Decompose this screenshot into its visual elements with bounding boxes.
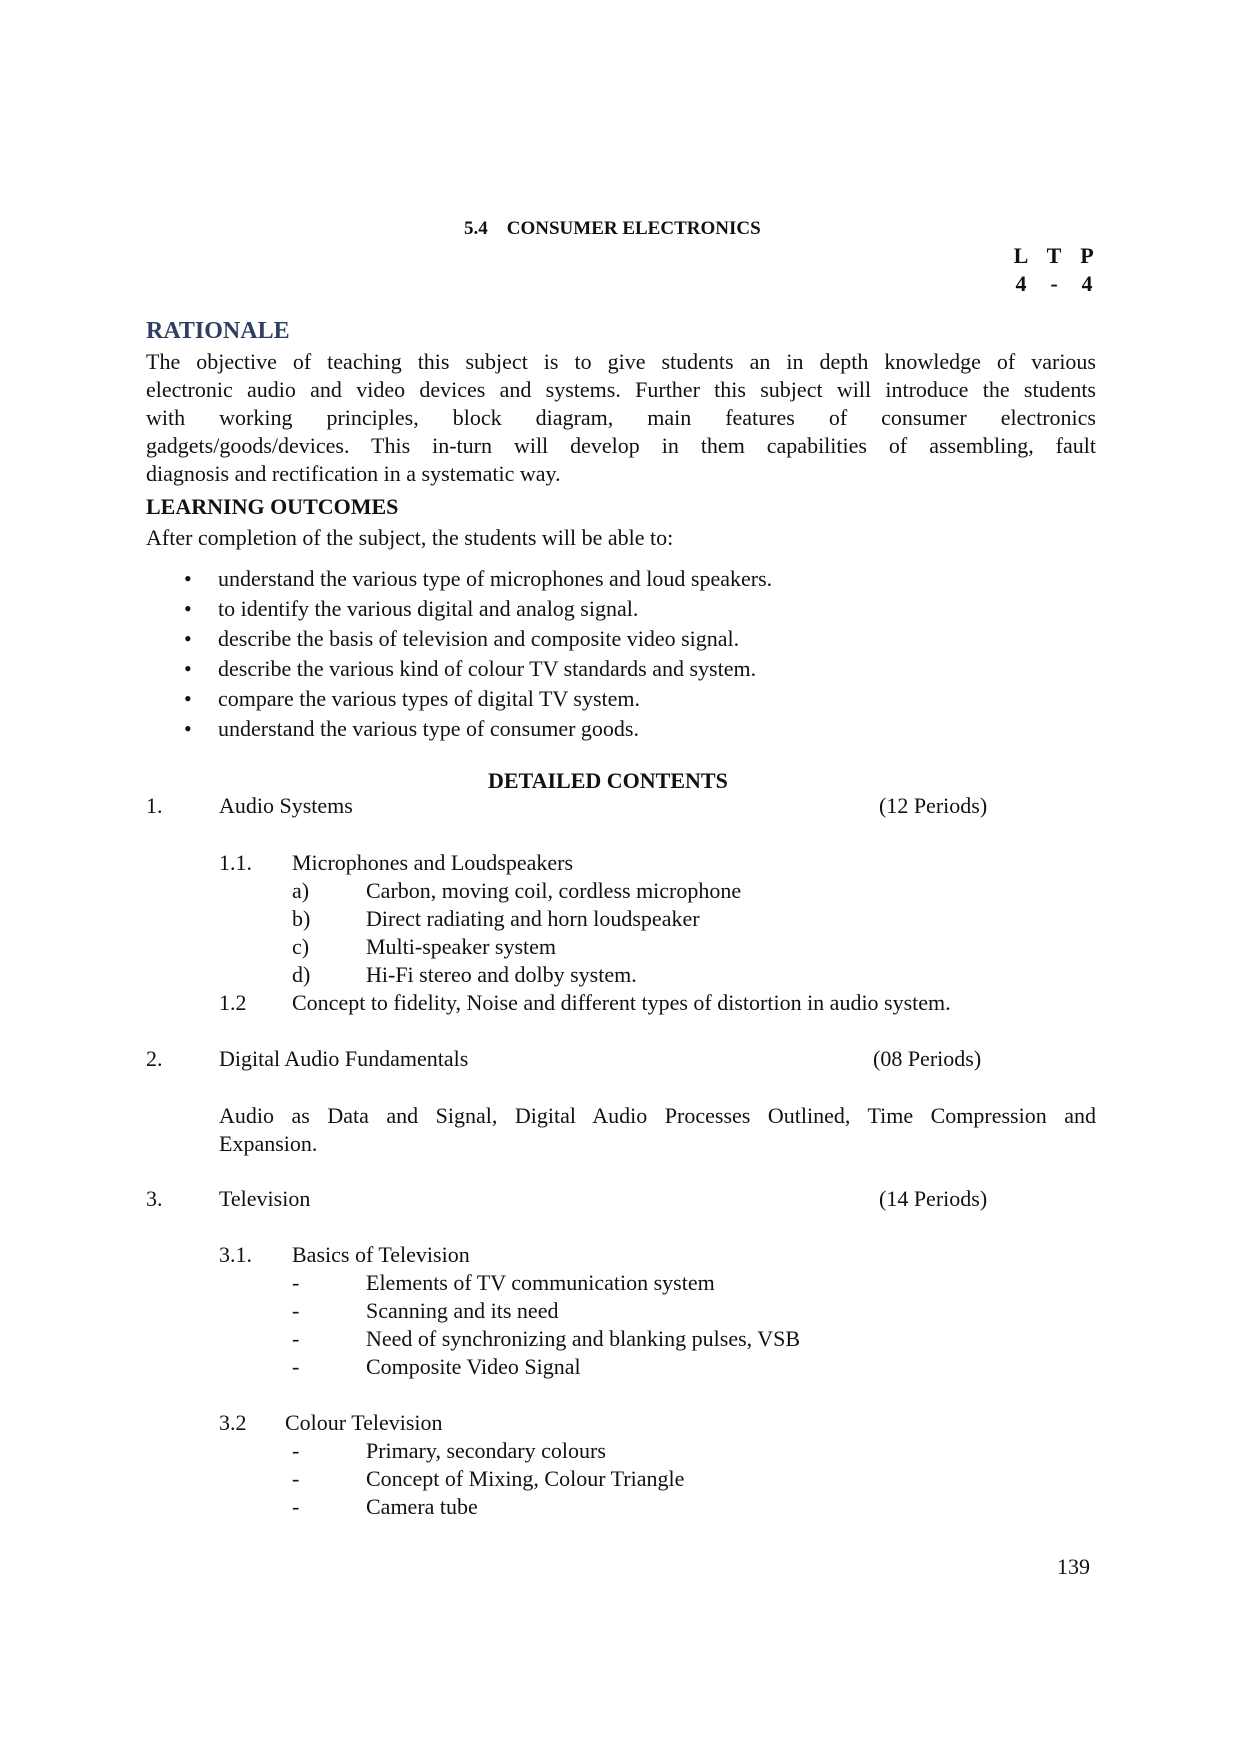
item-marker: - <box>292 1466 300 1491</box>
subsection-title: Microphones and Loudspeakers <box>292 850 574 875</box>
section-body <box>219 1102 1096 1158</box>
learning-outcomes-heading: LEARNING OUTCOMES <box>146 494 399 519</box>
subsection-title: Colour Television <box>285 1410 443 1435</box>
item-marker: - <box>292 1326 300 1351</box>
item-text: Need of synchronizing and blanking pulses, VSB <box>366 1326 801 1351</box>
subsection-number: 3.2 <box>219 1410 247 1435</box>
section-body-line: Audio as Data and Signal, Digital Audio Processes Outlined, Time Compression and <box>219 1103 1096 1128</box>
item-text: Primary, secondary colours <box>366 1438 606 1463</box>
item-text: Scanning and its need <box>366 1298 559 1323</box>
item-marker: - <box>292 1298 300 1323</box>
item-text: Hi-Fi stereo and dolby system. <box>366 962 637 987</box>
section-title: Audio Systems <box>219 793 353 818</box>
page-title: 5.4 CONSUMER ELECTRONICS <box>464 218 761 239</box>
item-marker: d) <box>292 962 311 987</box>
detailed-contents-heading: DETAILED CONTENTS <box>488 768 728 793</box>
ltp-label-p: P <box>1080 243 1095 268</box>
section-number: 3. <box>146 1186 163 1211</box>
item-marker: - <box>292 1354 300 1379</box>
learning-outcomes-list <box>184 564 772 744</box>
item-marker: c) <box>292 934 310 959</box>
item-marker: - <box>292 1494 300 1519</box>
learning-outcomes-intro: After completion of the subject, the students will be able to: <box>146 525 674 550</box>
rationale-heading: RATIONALE <box>146 318 290 344</box>
ltp-value-l: 4 <box>1015 271 1028 296</box>
subsection-title: Concept to fidelity, Noise and different types of distortion in audio system. <box>292 990 951 1015</box>
subsection-number: 3.1. <box>219 1242 252 1267</box>
section-number: 1. <box>146 793 163 818</box>
list-item: • understand the various type of microphones and loud speakers. <box>184 564 772 594</box>
ltp-values <box>1005 271 1104 297</box>
item-text: Elements of TV communication system <box>366 1270 715 1295</box>
list-item: • compare the various types of digital TV system. <box>184 684 772 714</box>
item-text: Direct radiating and horn loudspeaker <box>366 906 700 931</box>
item-text: Concept of Mixing, Colour Triangle <box>366 1466 685 1491</box>
item-text: Camera tube <box>366 1494 478 1519</box>
item-text: Composite Video Signal <box>366 1354 581 1379</box>
ltp-label-l: L <box>1013 243 1030 268</box>
rationale-line: with working principles, block diagram, main features of consumer electronics <box>146 405 1096 430</box>
rationale-line: gadgets/goods/devices. This in-turn will develop in them capabilities of assembling, fault <box>146 433 1096 458</box>
rationale-line: The objective of teaching this subject is to give students an in depth knowledge of various <box>146 349 1096 374</box>
item-text: Multi-speaker system <box>366 934 557 959</box>
ltp-value-p: 4 <box>1081 271 1094 296</box>
rationale-paragraph <box>146 348 1096 488</box>
list-item: • describe the various kind of colour TV standards and system. <box>184 654 772 684</box>
page-number: 139 <box>1057 1554 1090 1579</box>
section-periods: (08 Periods) <box>873 1046 982 1071</box>
item-marker: a) <box>292 878 310 903</box>
list-item: • describe the basis of television and composite video signal. <box>184 624 772 654</box>
section-periods: (12 Periods) <box>879 793 988 818</box>
ltp-value-t: - <box>1050 271 1059 296</box>
subsection-title: Basics of Television <box>292 1242 470 1267</box>
ltp-label-t: T <box>1046 243 1063 268</box>
section-number: 2. <box>146 1046 163 1071</box>
list-item: • understand the various type of consumer goods. <box>184 714 772 744</box>
section-periods: (14 Periods) <box>879 1186 988 1211</box>
section-body-line: Expansion. <box>219 1131 318 1156</box>
item-marker: - <box>292 1438 300 1463</box>
item-marker: b) <box>292 906 311 931</box>
item-text: Carbon, moving coil, cordless microphone <box>366 878 742 903</box>
subsection-number: 1.1. <box>219 850 252 875</box>
subsection-number: 1.2 <box>219 990 247 1015</box>
rationale-line: diagnosis and rectification in a systematic way. <box>146 461 561 486</box>
rationale-line: electronic audio and video devices and systems. Further this subject will introduce the students <box>146 377 1096 402</box>
item-marker: - <box>292 1270 300 1295</box>
section-title: Television <box>219 1186 311 1211</box>
section-title: Digital Audio Fundamentals <box>219 1046 469 1071</box>
ltp-labels <box>1005 243 1104 269</box>
list-item: • to identify the various digital and analog signal. <box>184 594 772 624</box>
